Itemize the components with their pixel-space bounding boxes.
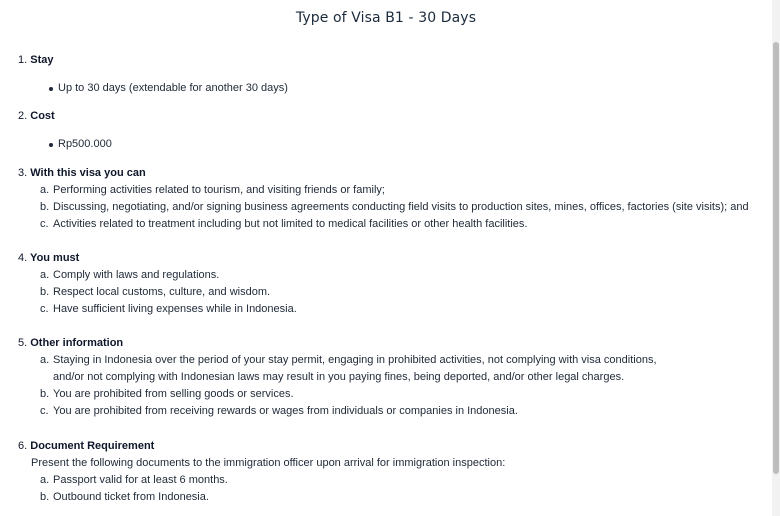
bullet-item: Rp500.000 — [18, 136, 770, 153]
scrollbar-track[interactable] — [772, 0, 780, 516]
list-item: b. Discussing, negotiating, and/or signing business agreements conducting field visits to production sites, mines, offices, factories (site visits); and — [40, 201, 749, 213]
list-item: a. Comply with laws and regulations. — [40, 269, 220, 281]
section-heading: Other information — [30, 337, 124, 349]
list-item: c. You are prohibited from receiving rewards or wages from individuals or companies in Indonesia. — [40, 405, 518, 417]
list-item: a. Performing activities related to tourism, and visiting friends or family; — [40, 184, 385, 196]
section-heading: You must — [30, 252, 80, 264]
section-stay — [18, 52, 770, 97]
section-heading: Stay — [30, 54, 54, 66]
section-other-information — [18, 335, 770, 420]
section-intro: Present the following documents to the immigration officer upon arrival for immigration inspection: — [31, 457, 506, 469]
bullet-item: Up to 30 days (extendable for another 30 days) — [18, 80, 770, 97]
list-item: b. Outbound ticket from Indonesia. — [40, 491, 209, 503]
section-you-must — [18, 250, 770, 318]
section-number: 1. — [18, 54, 28, 66]
section-with-this-visa — [18, 165, 770, 233]
list-item: b. You are prohibited from selling goods or services. — [40, 388, 294, 400]
section-document-requirement — [18, 438, 770, 506]
section-number: 6. — [18, 440, 28, 452]
list-item: a. Staying in Indonesia over the period of your stay permit, engaging in prohibited activities, not complying with visa conditions, — [40, 354, 657, 366]
list-item: c. Have sufficient living expenses while in Indonesia. — [40, 303, 297, 315]
section-number: 4. — [18, 252, 28, 264]
list-item: a. Passport valid for at least 6 months. — [40, 474, 228, 486]
section-number: 3. — [18, 167, 28, 179]
list-item-continuation: and/or not complying with Indonesian laws may result in you paying fines, being deported, and/or other legal charges. — [53, 371, 625, 383]
scrollbar-thumb[interactable] — [773, 42, 779, 474]
page-title: Type of Visa B1 - 30 Days — [295, 10, 477, 26]
section-cost — [18, 108, 770, 153]
section-heading: With this visa you can — [30, 167, 146, 179]
section-number: 2. — [18, 110, 28, 122]
section-number: 5. — [18, 337, 28, 349]
list-item: c. Activities related to treatment including but not limited to medical facilities or other health facilities. — [40, 218, 528, 230]
list-item: b. Respect local customs, culture, and wisdom. — [40, 286, 271, 298]
section-heading: Document Requirement — [30, 440, 155, 452]
section-heading: Cost — [30, 110, 55, 122]
